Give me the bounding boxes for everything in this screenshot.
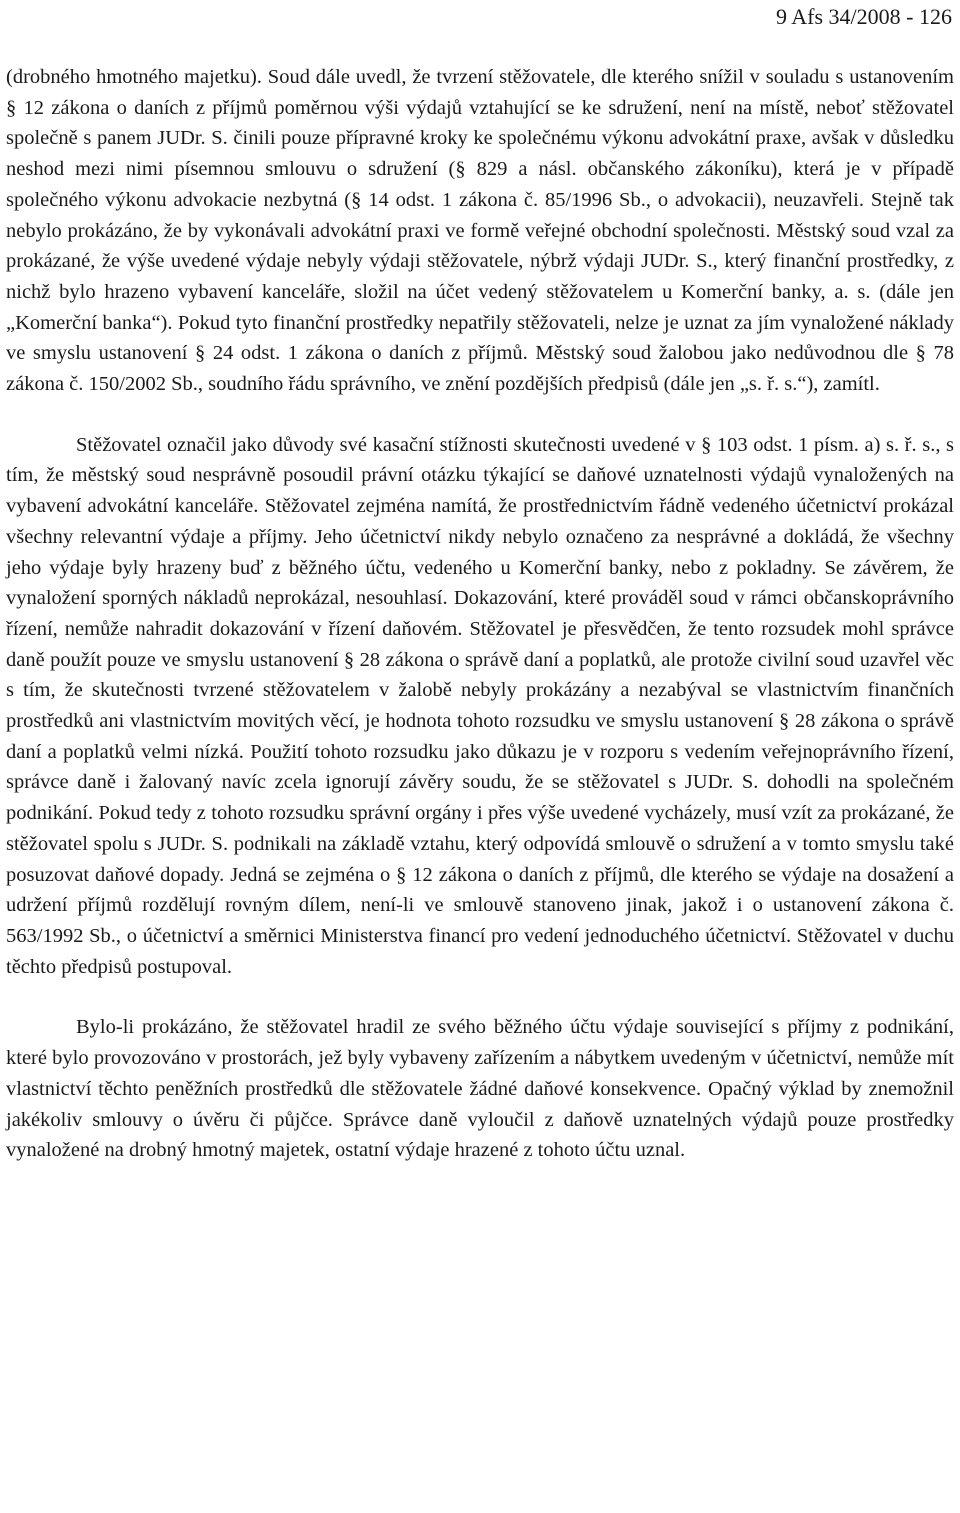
paragraph-3: Bylo-li prokázáno, že stěžovatel hradil ze svého běžného účtu výdaje související s příjmy z podnikání, které bylo provozováno v prostorách, jež byly vybaveny zařízením a nábytkem uvedeným v účetnictví, nemůže mít vlastnictví těchto peněžních prostředků dle stěžovatele žádné daňové konsekvence. Opačný výklad by znemožnil jakékoliv smlouvy o úvěru či půjčce. Správce daně vyloučil z daňově uznatelných výdajů pouze prostředky vynaložené na drobný hmotný majetek, ostatní výdaje hrazené z tohoto účtu uznal. [6, 1016, 954, 1162]
case-number-header: 9 Afs 34/2008 - 126 [776, 4, 952, 29]
paragraph-2: Stěžovatel označil jako důvody své kasační stížnosti skutečnosti uvedené v § 103 odst. 1 písm. a) s. ř. s., s tím, že městský soud nesprávně posoudil právní otázku týkající se daňové uznatelnosti výdajů vynaložených na vybavení advokátní kanceláře. Stěžovatel zejména namítá, že prostřednictvím řádně vedeného účetnictví prokázal všechny relevantní výdaje a příjmy. Jeho účetnictví nikdy nebylo označeno za nesprávné a dokládá, že všechny jeho výdaje byly hrazeny buď z běžného účtu, vedeného u Komerční banky, nebo z pokladny. Se závěrem, že vynaložení sporných nákladů neprokázal, nesouhlasí. Dokazování, které prováděl soud v rámci občanskoprávního řízení, nemůže nahradit dokazování v řízení daňovém. Stěžovatel je přesvědčen, že tento rozsudek mohl správce daně použít pouze ve smyslu ustanovení § 28 zákona o správě daní a poplatků, ale protože civilní soud uzavřel věc s tím, že skutečnosti tvrzené stěžovatelem v žalobě nebyly prokázány a nezabýval se vlastnictvím finančních prostředků ani vlastnictvím movitých věcí, je hodnota tohoto rozsudku ve smyslu ustanovení § 28 zákona o správě daní a poplatků velmi nízká. Použití tohoto rozsudku jako důkazu je v rozporu s vedením veřejnoprávního řízení, správce daně i žalovaný navíc zcela ignorují závěry soudu, že se stěžovatel s JUDr. S. dohodli na společném podnikání. Pokud tedy z tohoto rozsudku správní orgány i přes výše uvedené vycházely, musí vzít za prokázané, že stěžovatel spolu s JUDr. S. podnikali na základě vztahu, který odpovídá smlouvě o sdružení a v tomto smyslu také posuzovat daňové dopady. Jedná se zejména o § 12 zákona o daních z příjmů, dle kterého se výdaje na dosažení a udržení příjmů rozdělují rovným dílem, není-li ve smlouvě stanoveno jinak, jakož i o ustanovení zákona č. 563/1992 Sb., o účetnictví a směrnici Ministerstva financí pro vedení jednoduchého účetnictví. Stěžovatel v duchu těchto předpisů postupoval. [6, 433, 954, 978]
paragraph-1: (drobného hmotného majetku). Soud dále uvedl, že tvrzení stěžovatele, dle kterého snížil v souladu s ustanovením § 12 zákona o daních z příjmů poměrnou výši výdajů vztahující se ke sdružení, není na místě, neboť stěžovatel společně s panem JUDr. S. činili pouze přípravné kroky ke společnému výkonu advokátní praxe, avšak v důsledku neshod mezi nimi písemnou smlouvu o sdružení (§ 829 a násl. občanského zákoníku), která je v případě společného výkonu advokacie nezbytná (§ 14 odst. 1 zákona č. 85/1996 Sb., o advokacii), neuzavřeli. Stejně tak nebylo prokázáno, že by vykonávali advokátní praxi ve formě veřejné obchodní společnosti. Městský soud vzal za prokázané, že výše uvedené výdaje nebyly výdaji stěžovatele, nýbrž výdaji JUDr. S., který finanční prostředky, z nichž bylo hrazeno vybavení kanceláře, složil na účet vedený stěžovatelem u Komerční banky, a. s. (dále jen „Komerční banka“). Pokud tyto finanční prostředky nepatřily stěžovateli, nelze je uznat za jím vynaložené náklady ve smyslu ustanovení § 24 odst. 1 zákona o daních z příjmů. Městský soud žalobou jako nedůvodnou dle § 78 zákona č. 150/2002 Sb., soudního řádu správního, ve znění pozdějších předpisů (dále jen „s. ř. s.“), zamítl. [6, 66, 954, 396]
document-body [6, 62, 954, 1166]
